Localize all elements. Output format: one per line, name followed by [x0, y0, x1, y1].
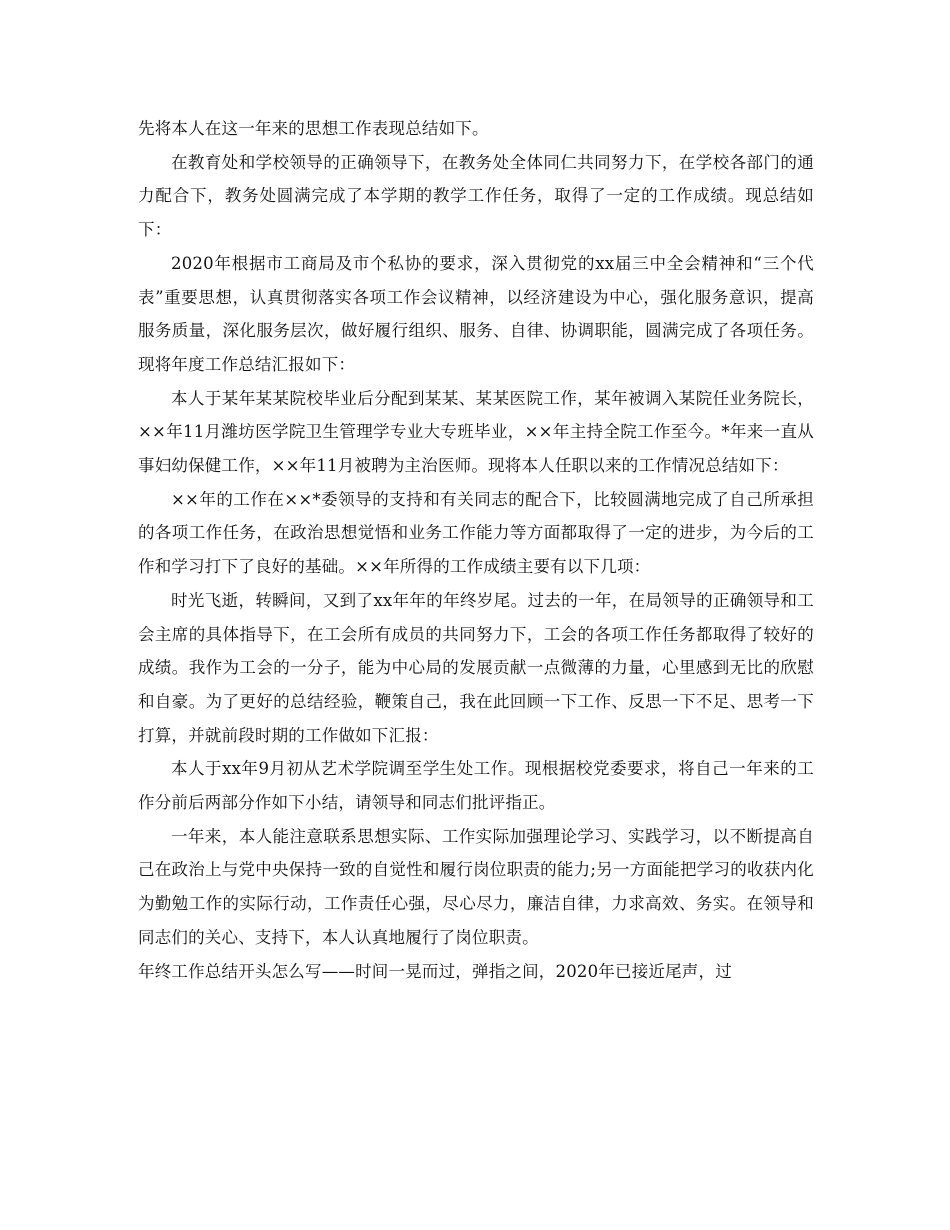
paragraph-6: 时光飞逝，转瞬间，又到了xx年年的年终岁尾。过去的一年，在局领导的正确领导和工会主席的具体指导下，在工会所有成员的共同努力下，工会的各项工作任务都取得了较好的成绩。我作为工会的一分子，能为中心局的发展贡献一点微薄的力量，心里感到无比的欣慰和自豪。为了更好的总结经验，鞭策自己，我在此回顾一下工作、反思一下不足、思考一下打算，并就前段时期的工作做如下汇报：: [138, 590, 814, 745]
paragraph-3: 2020年根据市工商局及市个私协的要求，深入贯彻党的xx届三中全会精神和“三个代表”重要思想，认真贯彻落实各项工作会议精神，以经济建设为中心，强化服务意识，提高服务质量，深化服务层次，做好履行组织、服务、自律、协调职能，圆满完成了各项任务。现将年度工作总结汇报如下：: [138, 253, 814, 374]
paragraph-9: 年终工作总结开头怎么写——时间一晃而过，弹指之间，2020年已接近尾声，过: [138, 961, 732, 981]
paragraph-5: ××年的工作在××*委领导的支持和有关同志的配合下，比较圆满地完成了自己所承担的各项工作任务，在政治思想觉悟和业务工作能力等方面都取得了一定的进步，为今后的工作和学习打下了良好的基础。××年所得的工作成绩主要有以下几项：: [138, 489, 814, 577]
paragraph-8: 一年来，本人能注意联系思想实际、工作实际加强理论学习、实践学习，以不断提高自己在政治上与党中央保持一致的自觉性和履行岗位职责的能力;另一方面能把学习的收获内化为勤勉工作的实际行动，工作责任心强，尽心尽力，廉洁自律，力求高效、务实。在领导和同志们的关心、支持下，本人认真地履行了岗位职责。: [138, 826, 814, 947]
paragraph-4: 本人于某年某某院校毕业后分配到某某、某某医院工作，某年被调入某院任业务院长，××年11月潍坊医学院卫生管理学专业大专班毕业，××年主持全院工作至今。*年来一直从事妇幼保健工作，××年11月被聘为主治医师。现将本人任职以来的工作情况总结如下：: [138, 388, 814, 476]
document-body: [138, 112, 814, 988]
paragraph-7: 本人于xx年9月初从艺术学院调至学生处工作。现根据校党委要求，将自己一年来的工作分前后两部分作如下小结，请领导和同志们批评指正。: [138, 759, 814, 813]
paragraph-2: 在教育处和学校领导的正确领导下，在教务处全体同仁共同努力下，在学校各部门的通力配合下，教务处圆满完成了本学期的教学工作任务，取得了一定的工作成绩。现总结如下：: [138, 152, 814, 240]
paragraph-1: 先将本人在这一年来的思想工作表现总结如下。: [138, 119, 489, 138]
